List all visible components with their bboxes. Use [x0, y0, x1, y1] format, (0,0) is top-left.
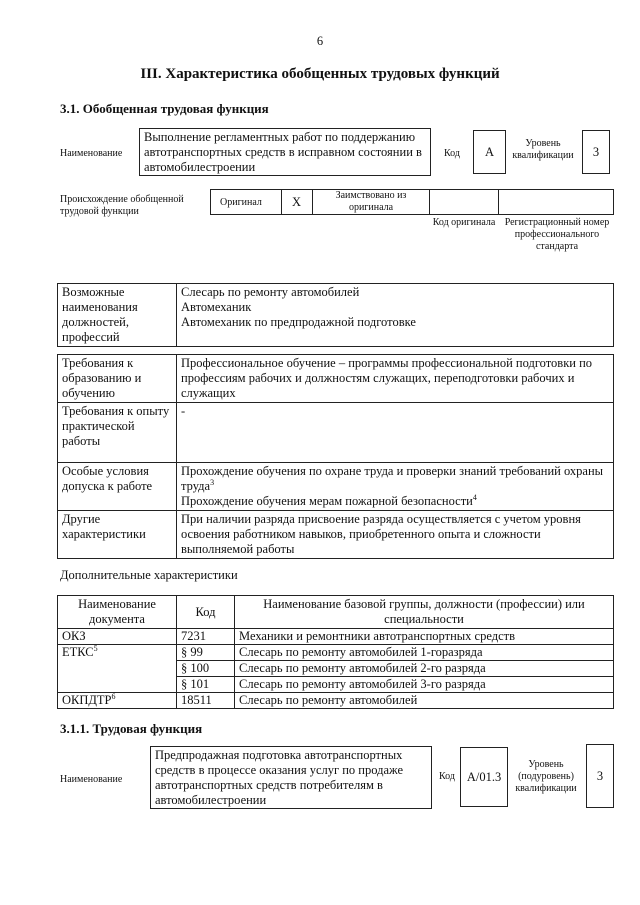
origin-reg-label: Регистрационный номер профессионального стандарта [504, 217, 610, 252]
position-item: Автомеханик по предпродажной подготовке [181, 315, 416, 329]
req-other-label: Другие характеристики [58, 511, 177, 559]
col-doc-header: Наименование документа [58, 596, 177, 629]
row-doc: ОКЗ [62, 629, 86, 643]
position-item: Автомеханик [181, 300, 252, 314]
tf-name-label: Наименование [60, 774, 123, 785]
origin-code-label: Код оригинала [432, 217, 496, 228]
row-name: Слесарь по ремонту автомобилей 3-го разряда [235, 677, 614, 693]
positions-values [177, 284, 614, 347]
req-admission-label: Особые условия допуска к работе [58, 463, 177, 511]
row-doc: ОКПДТР [62, 693, 112, 707]
table-row [58, 693, 614, 709]
additional-table [57, 595, 614, 709]
req-admission-line2: Прохождение обучения мерам пожарной безопасности [181, 494, 473, 508]
tf-name-value: Предпродажная подготовка автотранспортных средств в процессе оказания услуг по продаже автотранспортных средств потребителям в автомобилестроении [155, 748, 404, 807]
footnote-ref: 5 [93, 643, 98, 653]
tf-heading: 3.1.1. Трудовая функция [60, 721, 203, 736]
footnote-ref: 3 [210, 477, 215, 487]
footnote-ref: 6 [111, 691, 116, 701]
req-education-value: Профессиональное обучение – программы профессиональной подготовки по профессиям рабочих и должностям служащих, переподготовки рабочих и служащих [177, 355, 614, 403]
req-other-value: При наличии разряда присвоение разряда осуществляется с учетом уровня освоения работником навыков, приобретенного опыта и сложности выполняемой работы [177, 511, 614, 559]
req-experience-value: - [177, 403, 614, 463]
row-code: 7231 [177, 629, 235, 645]
row-code: § 100 [177, 661, 235, 677]
tf-name-box [150, 746, 432, 809]
requirements-table [57, 354, 614, 559]
gtf-level-value: 3 [592, 145, 600, 159]
origin-original-label: Оригинал [220, 197, 262, 208]
gtf-code-box [473, 130, 506, 174]
col-name-header: Наименование базовой группы, должности (профессии) или специальности [235, 596, 614, 629]
additional-heading: Дополнительные характеристики [60, 568, 238, 582]
tf-code-box [460, 747, 508, 807]
section-title: III. Характеристика обобщенных трудовых функций [140, 66, 500, 82]
row-name: Слесарь по ремонту автомобилей 2-го разряда [235, 661, 614, 677]
gtf-level-box [582, 130, 610, 174]
row-code: § 99 [177, 645, 235, 661]
row-name: Слесарь по ремонту автомобилей 1-горазряда [235, 645, 614, 661]
gtf-level-label: Уровень квалификации [512, 138, 574, 161]
tf-code-value: А/01.3 [466, 770, 502, 784]
footnote-ref: 4 [472, 492, 477, 502]
row-name: Механики и ремонтники автотранспортных средств [235, 629, 614, 645]
tf-code-label: Код [439, 771, 455, 782]
gtf-code-label: Код [444, 148, 460, 159]
row-name: Слесарь по ремонту автомобилей [235, 693, 614, 709]
table-row [58, 645, 614, 661]
origin-original-mark: Х [292, 195, 302, 209]
row-code: § 101 [177, 677, 235, 693]
gtf-heading: 3.1. Обобщенная трудовая функция [60, 101, 269, 116]
tf-level-value: 3 [596, 769, 604, 783]
req-admission-line1: Прохождение обучения по охране труда и проверки знаний требований охраны труда [181, 464, 604, 493]
col-code-header: Код [177, 596, 235, 629]
positions-table [57, 283, 614, 347]
req-education-label: Требования к образованию и обучению [58, 355, 177, 403]
page-number: 6 [316, 34, 324, 48]
gtf-code-value: А [484, 145, 495, 159]
req-admission-value [177, 463, 614, 511]
gtf-name-label: Наименование [60, 148, 123, 159]
gtf-name-value: Выполнение регламентных работ по поддержанию автотранспортных средств в исправном состоянии в автомобилестроении [144, 130, 422, 174]
tf-level-box [586, 744, 614, 808]
positions-label: Возможные наименования должностей, профессий [58, 284, 177, 347]
origin-label: Происхождение обобщенной трудовой функции [60, 194, 184, 217]
row-code: 18511 [177, 693, 235, 709]
row-doc: ЕТКС [62, 645, 94, 659]
gtf-name-box [139, 128, 431, 176]
position-item: Слесарь по ремонту автомобилей [181, 285, 360, 299]
tf-level-label: Уровень (подуровень) квалификации [515, 759, 577, 794]
table-row [58, 629, 614, 645]
origin-borrowed-label: Заимствовано из оригинала [335, 190, 407, 213]
req-experience-label: Требования к опыту практической работы [58, 403, 177, 463]
